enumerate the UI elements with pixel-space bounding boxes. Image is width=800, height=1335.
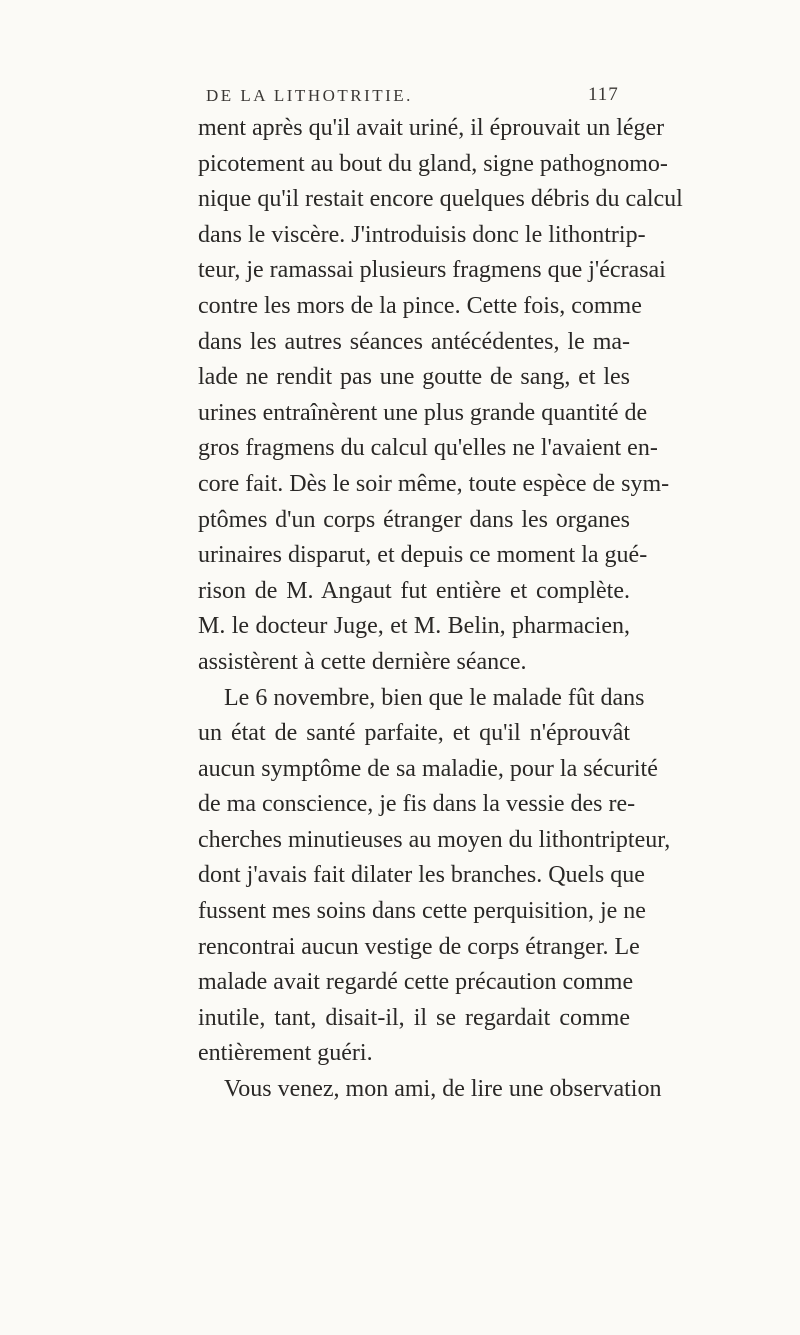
text-line: contre les mors de la pince. Cette fois, comme: [198, 292, 642, 319]
text-line: gros fragmens du calcul qu'elles ne l'avaient en-: [198, 435, 658, 462]
text-line: urinaires disparut, et depuis ce moment la gué-: [198, 542, 648, 569]
text-line: assistèrent à cette dernière séance.: [198, 648, 527, 675]
text-line: dans les autres séances antécédentes, le ma-: [198, 328, 630, 355]
text-line: picotement au bout du gland, signe pathognomo-: [198, 150, 668, 177]
page-number: 117: [588, 84, 619, 105]
text-line: M. le docteur Juge, et M. Belin, pharmacien,: [198, 613, 630, 640]
running-head: DE LA LITHOTRITIE.: [206, 86, 413, 105]
text-line: aucun symptôme de sa maladie, pour la sécurité: [198, 755, 658, 782]
text-line: dans le viscère. J'introduisis donc le lithontrip-: [198, 221, 646, 248]
text-line: urines entraînèrent une plus grande quantité de: [198, 399, 648, 426]
text-line: dont j'avais fait dilater les branches. Quels que: [198, 862, 645, 889]
text-line: Vous venez, mon ami, de lire une observation: [224, 1076, 662, 1103]
text-line: ptômes d'un corps étranger dans les organes: [198, 506, 630, 533]
text-line: inutile, tant, disait-il, il se regardait comme: [198, 1004, 630, 1031]
text-line: ment après qu'il avait uriné, il éprouvait un léger: [198, 115, 665, 141]
text-line: malade avait regardé cette précaution comme: [198, 969, 634, 996]
text-line: cherches minutieuses au moyen du lithontripteur,: [198, 826, 671, 853]
text-line: lade ne rendit pas une goutte de sang, et les: [198, 364, 630, 391]
body-text: [198, 111, 683, 1108]
text-line: nique qu'il restait encore quelques débris du calcul: [198, 186, 683, 213]
text-line: entièrement guéri.: [198, 1040, 373, 1067]
text-line: de ma conscience, je fis dans la vessie des re-: [198, 791, 636, 818]
text-line: rison de M. Angaut fut entière et complète.: [198, 577, 630, 604]
text-line: teur, je ramassai plusieurs fragmens que j'écrasai: [198, 257, 666, 284]
text-line: core fait. Dès le soir même, toute espèce de sym-: [198, 470, 670, 497]
text-line: Le 6 novembre, bien que le malade fût dans: [224, 684, 645, 711]
text-line: un état de santé parfaite, et qu'il n'éprouvât: [198, 720, 630, 747]
text-line: rencontrai aucun vestige de corps étranger. Le: [198, 933, 640, 960]
text-line: fussent mes soins dans cette perquisition, je ne: [198, 898, 646, 925]
